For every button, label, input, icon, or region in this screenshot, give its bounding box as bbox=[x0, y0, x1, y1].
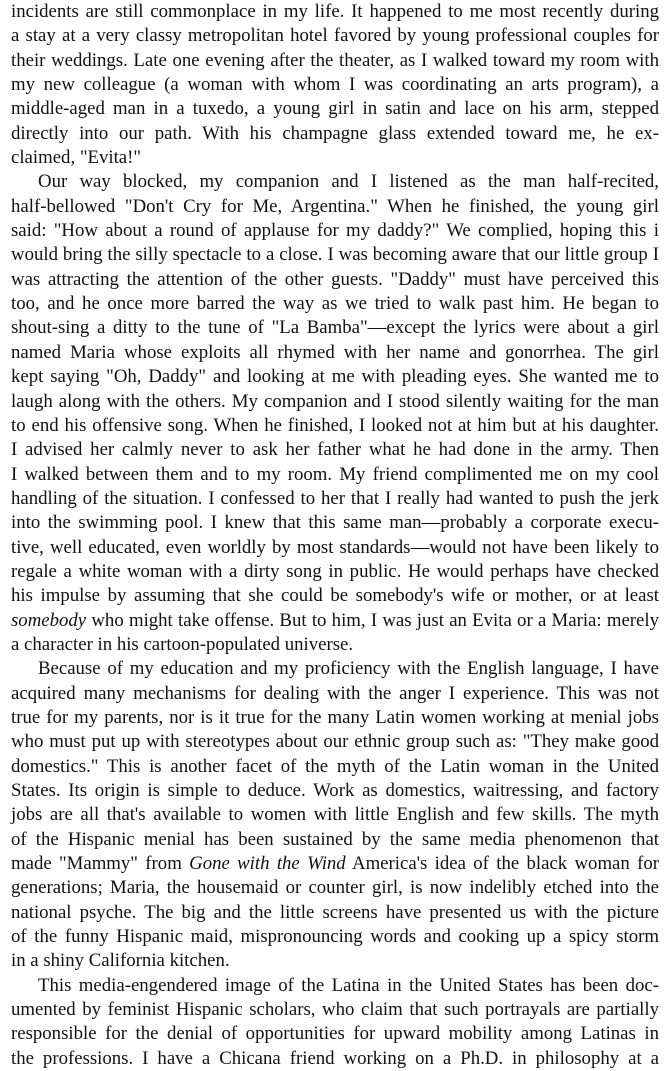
text-line: of the Hispanic menial has been sustained by the same media phenomenon that bbox=[11, 828, 659, 850]
text-line: responsible for the denial of opportunities for upward mobility among Latinas in bbox=[11, 1023, 659, 1045]
text-line: my new colleague (a woman with whom I was coordinating an arts program), a bbox=[11, 74, 659, 96]
text-line: national psyche. The big and the little screens have presented us with the picture bbox=[11, 901, 659, 923]
line-rest: America's idea of the black woman for bbox=[352, 853, 660, 875]
text-line: I advised her calmly never to ask her father what he had done in the army. Then bbox=[11, 439, 659, 461]
text-line: incidents are still commonplace in my life. It happened to me most recently during bbox=[11, 1, 659, 22]
text-line: to end his offensive song. When he finished, I looked not at him but at his daughter. bbox=[11, 414, 659, 436]
text-line: claimed, "Evita!" bbox=[11, 147, 142, 169]
text-line: middle-aged man in a tuxedo, a young girl in satin and lace on his arm, stepped bbox=[11, 98, 659, 120]
text-line: This media-engendered image of the Latina in the United States has been doc- bbox=[38, 974, 659, 996]
text-line: laugh along with the others. My companion and I stood silently waiting for the man bbox=[11, 390, 659, 412]
film-title: Gone with the Wind bbox=[189, 853, 346, 875]
text-line: I walked between them and to my room. My friend complimented me on my cool bbox=[11, 463, 659, 485]
text-line: regale a white woman with a dirty song in public. He would perhaps have checked bbox=[11, 560, 659, 582]
text-line: jobs are all that's available to women with little English and few skills. The myth bbox=[11, 804, 659, 826]
text-line: named Maria whose exploits all rhymed with her name and gonorrhea. The girl bbox=[11, 341, 659, 363]
text-line: in a shiny California kitchen. bbox=[11, 950, 230, 972]
text-line bbox=[11, 609, 659, 633]
text-line: who must put up with stereotypes about our ethnic group such as: "They make good bbox=[11, 731, 659, 753]
text-line: his impulse by assuming that she could be somebody's wife or mother, or at least bbox=[11, 585, 659, 607]
text-line: a character in his cartoon-populated universe. bbox=[11, 633, 354, 655]
text-line: kept saying "Oh, Daddy" and looking at me with pleading eyes. She wanted me to bbox=[11, 366, 659, 388]
text-line: generations; Maria, the housemaid or counter girl, is now indelibly etched into the bbox=[11, 877, 659, 899]
text-line: handling of the situation. I confessed to her that I really had wanted to push the jerk bbox=[11, 487, 659, 509]
text-line: too, and he once more barred the way as we tried to walk past him. He began to bbox=[11, 293, 659, 315]
text-line: tive, well educated, even worldly by most standards—would not have been likely to bbox=[11, 536, 659, 558]
text-line: umented by feminist Hispanic scholars, who claim that such portrayals are partially bbox=[11, 999, 659, 1021]
text-line: a stay at a very classy metropolitan hotel favored by young professional couples for bbox=[11, 25, 659, 47]
text-line bbox=[11, 852, 659, 876]
emphasis-word: somebody bbox=[11, 609, 87, 631]
text-line: their weddings. Late one evening after the theater, as I walked toward my room with bbox=[11, 49, 659, 71]
line-prefix: made "Mammy" from bbox=[11, 853, 182, 875]
text-line: Because of my education and my proficiency with the English language, I have bbox=[38, 658, 659, 680]
text-line: of the funny Hispanic maid, mispronouncing words and cooking up a spicy storm bbox=[11, 926, 659, 948]
body-text bbox=[11, 0, 659, 1071]
text-line: the professions. I have a Chicana friend working on a Ph.D. in philosophy at a bbox=[11, 1047, 659, 1069]
text-line: into the swimming pool. I knew that this same man—probably a corporate execu- bbox=[11, 512, 659, 534]
text-line: directly into our path. With his champagne glass extended toward me, he ex- bbox=[11, 122, 659, 144]
text-line: acquired many mechanisms for dealing with the anger I experience. This was not bbox=[11, 682, 659, 704]
line-rest: who might take offense. But to him, I was just an Evita or a Maria: merely bbox=[91, 609, 659, 631]
text-line: domestics." This is another facet of the myth of the Latin woman in the United bbox=[11, 755, 659, 777]
text-line: true for my parents, nor is it true for the many Latin women working at menial jobs bbox=[11, 706, 659, 728]
text-line: would bring the silly spectacle to a close. I was becoming aware that our little group I bbox=[11, 244, 659, 266]
text-line: shout-sing a ditty to the tune of "La Bamba"—except the lyrics were about a girl bbox=[11, 317, 659, 339]
text-line: said: "How about a round of applause for my daddy?" We complied, hoping this i bbox=[11, 220, 659, 242]
text-line: half-bellowed "Don't Cry for Me, Argentina." When he finished, the young girl bbox=[11, 195, 659, 217]
text-line: Our way blocked, my companion and I listened as the man half-recited, bbox=[38, 171, 659, 193]
text-line: States. Its origin is simple to deduce. Work as domestics, waitressing, and factory bbox=[11, 780, 659, 801]
text-line: was attracting the attention of the other guests. "Daddy" must have perceived this bbox=[11, 268, 659, 290]
